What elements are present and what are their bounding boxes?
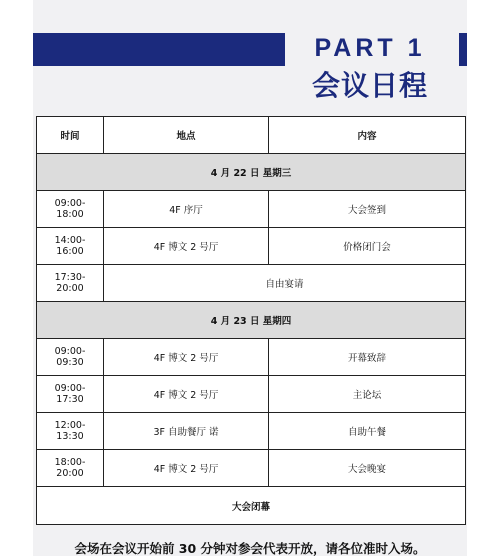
date-label: 4 月 23 日 星期四 xyxy=(37,302,466,339)
date-row xyxy=(37,302,466,339)
cell-time: 09:00-18:00 xyxy=(37,191,104,228)
table-row xyxy=(37,265,466,302)
cell-content: 自助午餐 xyxy=(269,413,466,450)
closing-label: 大会闭幕 xyxy=(37,487,466,525)
date-row xyxy=(37,154,466,191)
part-label: PART 1 xyxy=(314,34,426,62)
cell-content: 大会晚宴 xyxy=(269,450,466,487)
header-time: 时间 xyxy=(37,117,104,154)
cell-time: 17:30-20:00 xyxy=(37,265,104,302)
cell-place: 4F 博文 2 号厅 xyxy=(104,376,269,413)
cell-time: 14:00-16:00 xyxy=(37,228,104,265)
page-title: 会议日程 xyxy=(311,69,428,102)
accent-bar-left xyxy=(33,33,285,66)
cell-place: 4F 博文 2 号厅 xyxy=(104,339,269,376)
cell-content: 价格闭门会 xyxy=(269,228,466,265)
table-row xyxy=(37,450,466,487)
accent-bar-right xyxy=(459,33,467,66)
cell-merged-content: 自由宴请 xyxy=(104,265,466,302)
table-row xyxy=(37,339,466,376)
table-row xyxy=(37,228,466,265)
table-row xyxy=(37,376,466,413)
cell-time: 09:00-09:30 xyxy=(37,339,104,376)
cell-content: 大会签到 xyxy=(269,191,466,228)
table-row xyxy=(37,413,466,450)
cell-place: 4F 序厅 xyxy=(104,191,269,228)
cell-place: 4F 博文 2 号厅 xyxy=(104,228,269,265)
table-row xyxy=(37,191,466,228)
date-label: 4 月 22 日 星期三 xyxy=(37,154,466,191)
closing-row xyxy=(37,487,466,525)
cell-place: 4F 博文 2 号厅 xyxy=(104,450,269,487)
table-header-row xyxy=(37,117,466,154)
cell-time: 12:00-13:30 xyxy=(37,413,104,450)
cell-content: 主论坛 xyxy=(269,376,466,413)
header-place: 地点 xyxy=(104,117,269,154)
header-content: 内容 xyxy=(269,117,466,154)
schedule-table xyxy=(36,116,466,525)
cell-time: 18:00-20:00 xyxy=(37,450,104,487)
cell-place: 3F 自助餐厅 诺 xyxy=(104,413,269,450)
cell-time: 09:00-17:30 xyxy=(37,376,104,413)
footer-note: 会场在会议开始前 30 分钟对参会代表开放，请各位准时入场。 xyxy=(74,541,426,556)
cell-content: 开幕致辞 xyxy=(269,339,466,376)
